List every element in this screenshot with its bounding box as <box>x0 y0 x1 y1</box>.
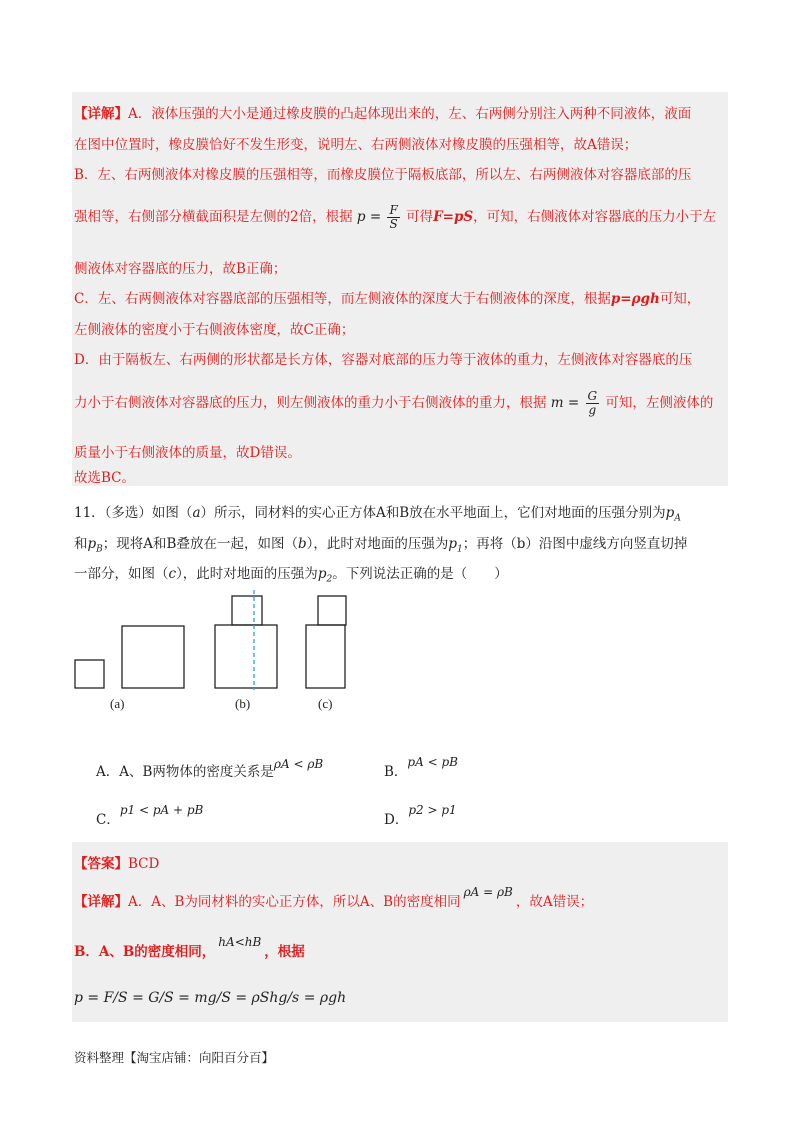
detail2-b-line: B．A、B的密度相同，hA<hB，根据 <box>74 935 305 960</box>
cube-b-alone <box>122 626 184 688</box>
option-d: D．p2 > p1 <box>384 803 457 828</box>
detail-label: 【详解】 <box>74 106 128 122</box>
question-line-3: 一部分，如图（c），此时对地面的压强为$p_2$。下列说法正确的是（ ） <box>74 566 508 585</box>
pressure-formula: p = F/S = G/S = mg/S = ρShg/s = ρgh <box>74 990 347 1006</box>
answer-line: 【答案】BCD <box>74 856 160 872</box>
figure-label-b: (b) <box>235 696 251 711</box>
cube-b-stacked <box>215 625 277 688</box>
option-c: C．p1 < pA + pB <box>96 803 204 828</box>
cube-a-cut <box>318 596 346 625</box>
detail-a-line-1: 【详解】A．液体压强的大小是通过橡皮膜的凸起体现出来的，左、右两侧分别注入两种不同液体，液面 <box>74 106 692 122</box>
detail-b-line-1: B．左、右两侧液体对橡皮膜的压强相等，而橡皮膜位于隔板底部，所以左、右两侧液体对容器底部的压 <box>74 167 692 183</box>
figure-label-c: (c) <box>318 696 333 711</box>
question-line-1: 11．（多选）如图（a）所示，同材料的实心正方体A和B放在水平地面上，它们对地面的压强分别为$p_A$ <box>74 505 681 524</box>
detail-d-line-1: D．由于隔板左、右两侧的形状都是长方体，容器对底部的压力等于液体的重力，左侧液体对容器底的压 <box>74 352 693 368</box>
question-line-2: 和$p_B$；现将A和B叠放在一起，如图（b），此时对地面的压强为$p_1$；再将（b）沿图中虚线方向竖直切掉 <box>74 536 688 555</box>
detail-b-line-2: 强相等，右侧部分横截面积是左侧的2倍，根据 p = $\frac{F}{S}$ 可得F=pS，可知，右侧液体对容器底的压力小于左 <box>74 203 717 231</box>
detail2-a-line: 【详解】A．A、B为同材料的实心正方体，所以A、B的密度相同ρA = ρB，故A错误； <box>74 885 594 910</box>
detail-c-line-1: C．左、右两侧液体对容器底部的压强相等，而左侧液体的深度大于右侧液体的深度，根据p=ρgh可知， <box>74 291 701 307</box>
footer-source: 资料整理【淘宝店铺：向阳百分百】 <box>74 1050 275 1065</box>
option-b: B．pA < pB <box>384 755 458 780</box>
detail-d-line-3: 质量小于右侧液体的质量，故D错误。 <box>74 445 301 461</box>
block-b-cut <box>306 625 345 688</box>
detail-c-line-2: 左侧液体的密度小于右侧液体密度，故C正确； <box>74 322 355 338</box>
formula-p-equals-f-over-s: p = $\frac{F}{S}$ <box>356 203 398 231</box>
detail-d-line-2: 力小于右侧液体对容器底的压力，则左侧液体的重力小于右侧液体的重力，根据 m = $\frac{G}{g}$ 可知，左侧液体的 <box>74 389 714 417</box>
detail-conclusion: 故选BC。 <box>74 470 136 486</box>
detail-a-line-2: 在图中位置时，橡皮膜恰好不发生形变，说明左、右两侧液体对橡皮膜的压强相等，故A错误； <box>74 137 638 153</box>
cube-a-stacked <box>232 596 262 625</box>
formula-m-equals-g-over-g: m = $\frac{G}{g}$ <box>550 389 598 417</box>
figure-label-a: (a) <box>110 696 125 711</box>
option-a: A．A、B两物体的密度关系是ρA < ρB <box>96 757 324 780</box>
detail-b-line-3: 侧液体对容器底的压力，故B正确； <box>74 261 287 277</box>
cube-a-alone <box>75 660 104 688</box>
